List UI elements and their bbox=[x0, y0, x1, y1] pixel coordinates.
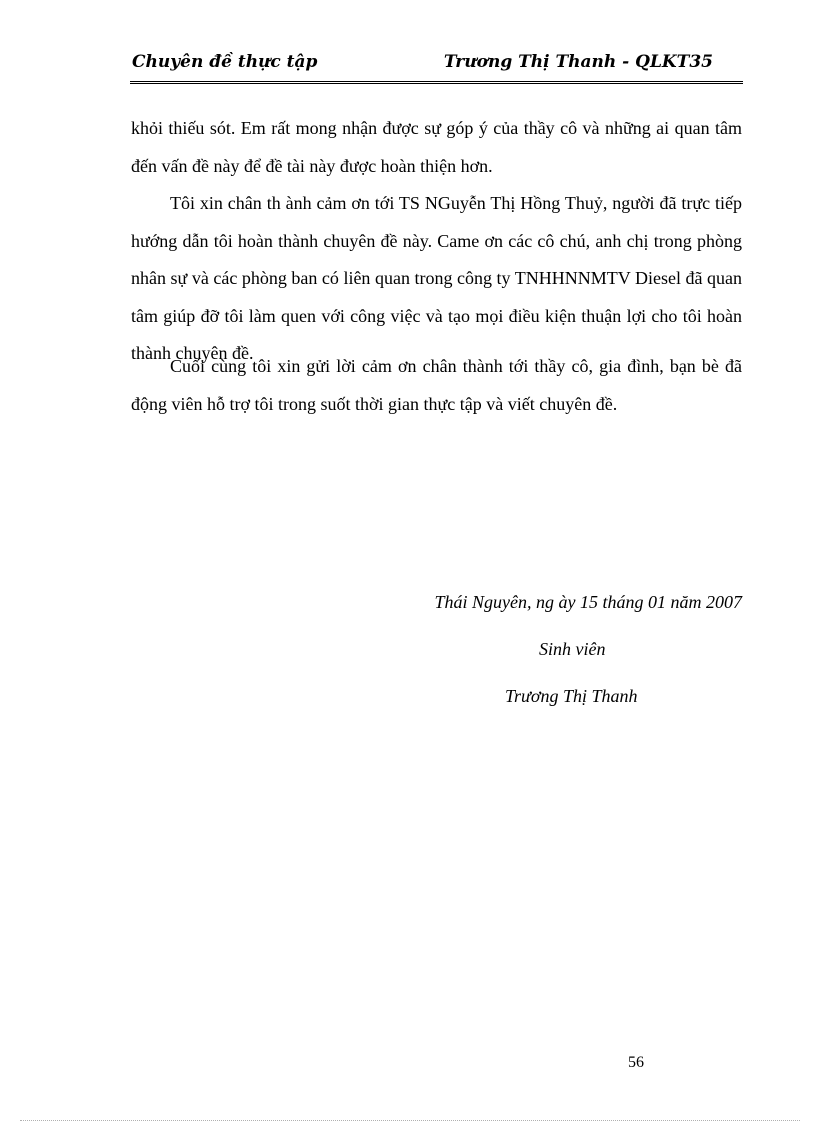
paragraph-1: khỏi thiếu sót. Em rất mong nhận được sự góp ý của thầy cô và những ai quan tâm đến vấn đề này để đề tài này được hoàn thiện hơn. bbox=[131, 118, 742, 176]
signature-name: Trương Thị Thanh bbox=[505, 686, 638, 706]
page-number: 56 bbox=[628, 1054, 644, 1071]
paragraph-3: Cuối cùng tôi xin gửi lời cảm ơn chân thành tới thầy cô, gia đình, bạn bè đã động viên hỗ trợ tôi trong suốt thời gian thực tập và viết chuyên đề. bbox=[131, 356, 742, 414]
header-title: Chuyên đề thực tập bbox=[132, 52, 318, 72]
running-header bbox=[130, 52, 743, 78]
signature-place-date: Thái Nguyên, ng ày 15 tháng 01 năm 2007 bbox=[434, 592, 742, 612]
page-bottom-border bbox=[20, 1120, 800, 1121]
header-divider bbox=[130, 81, 743, 84]
header-author: Trương Thị Thanh - QLKT35 bbox=[443, 52, 713, 72]
signature-role: Sinh viên bbox=[539, 639, 606, 659]
paragraph-2: Tôi xin chân th ành cảm ơn tới TS NGuyễn Thị Hồng Thuỷ, người đã trực tiếp hướng dẫn tôi hoàn thành chuyên đề này. Came ơn các cô chú, anh chị trong phòng nhân sự và các phòng ban có liên quan trong công ty TNHHNNMTV Diesel đã quan tâm giúp đỡ tôi làm quen với công việc và tạo mọi điều kiện thuận lợi cho tôi hoàn thành chuyên đề. bbox=[131, 193, 742, 363]
